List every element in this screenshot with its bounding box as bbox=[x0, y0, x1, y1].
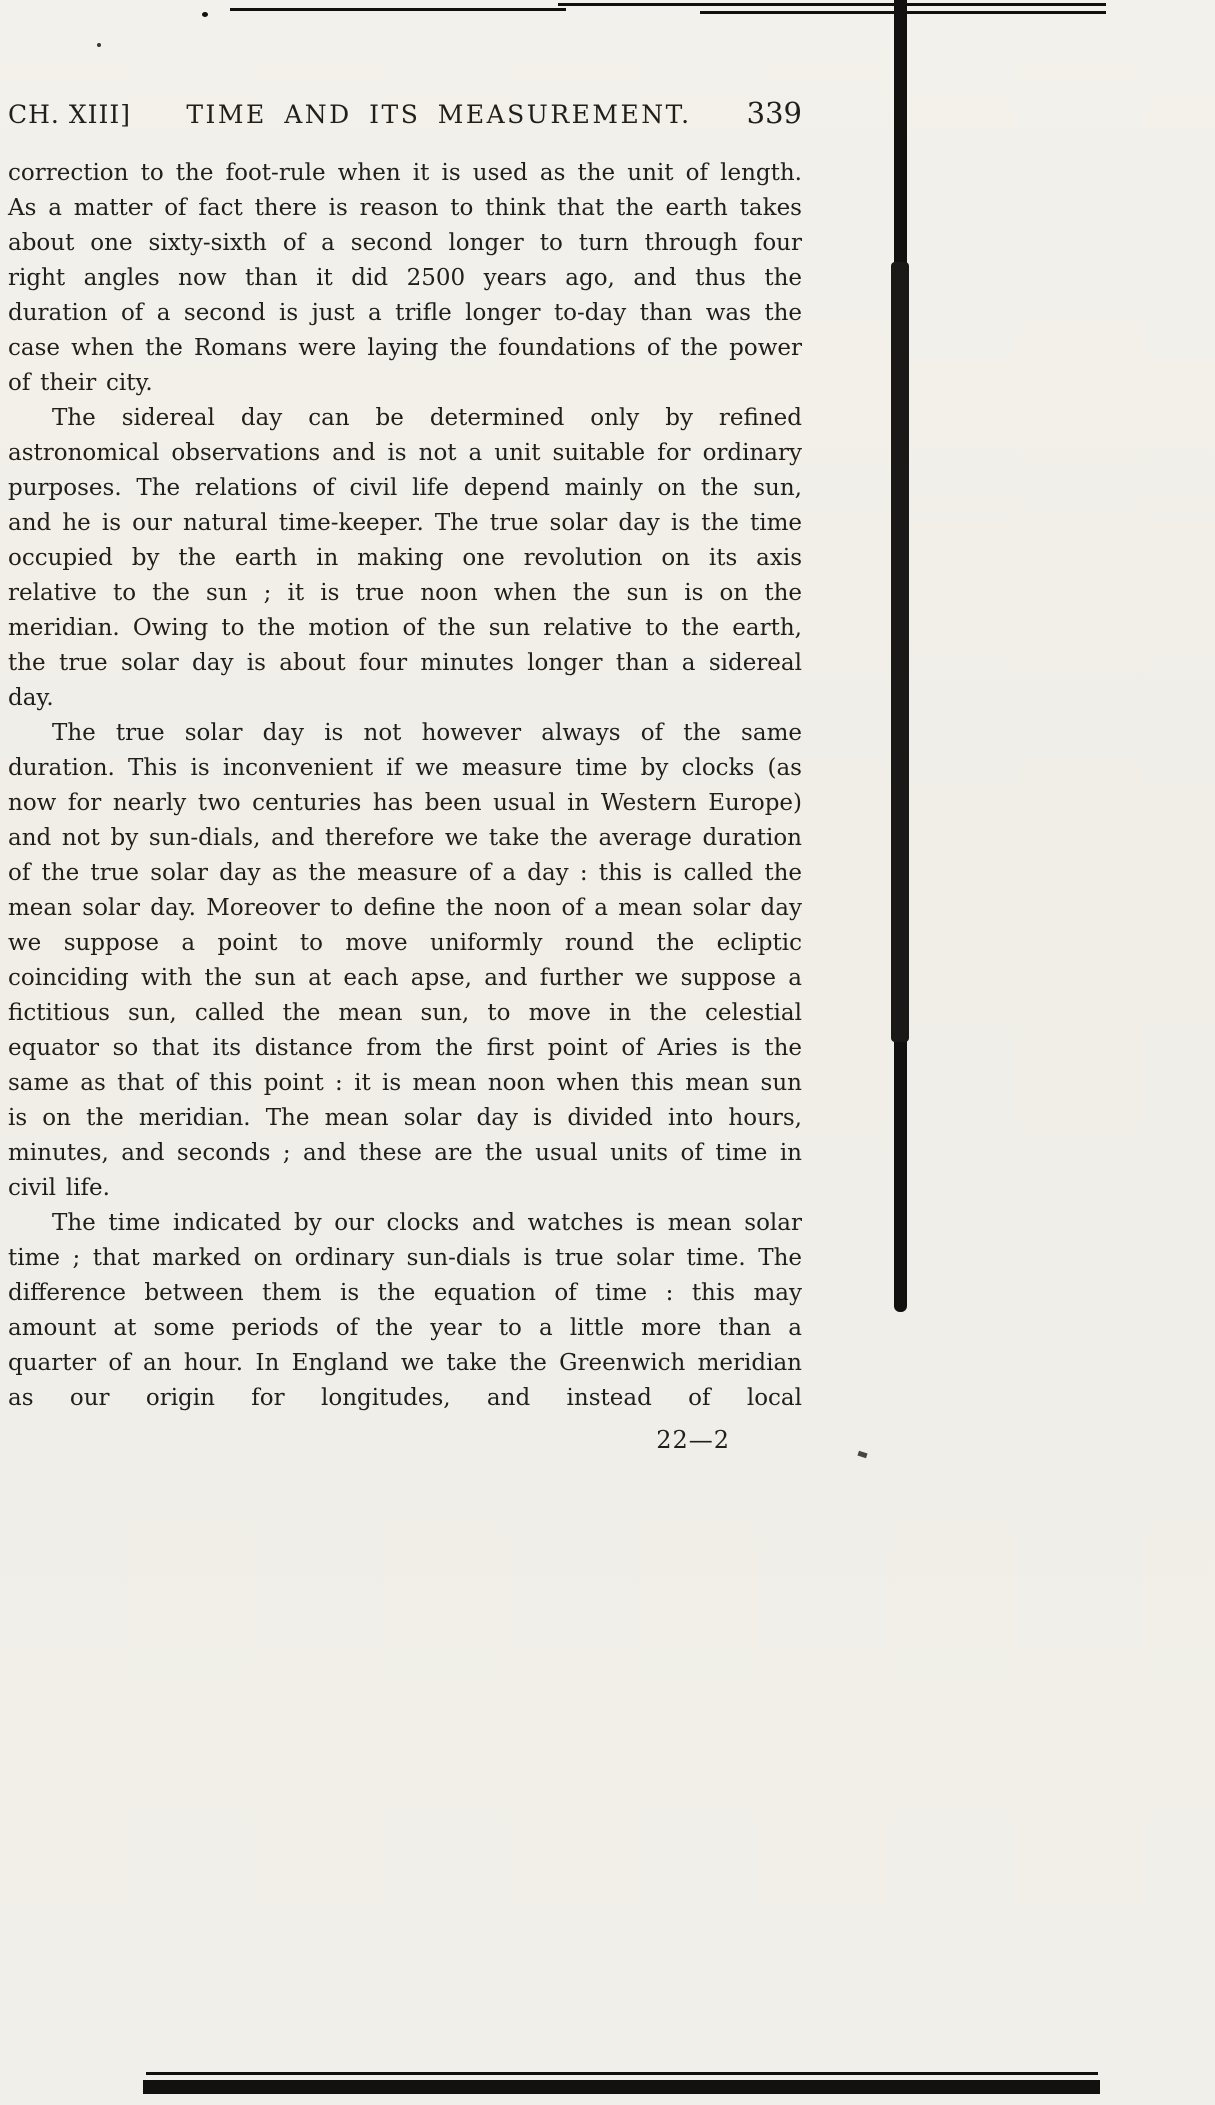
paragraph: The sidereal day can be determined only by refined astronomical observations and is not a unit suitable for ordinary purposes. The relations of civil life depend mainly on the sun, and he is our natural time-keeper. The true solar day is the time occupied by the earth in making one revolution on its axis relative to the sun ; it is true noon when the sun is on the meridian. Owing to the motion of the sun relative to the earth, the true solar day is about four minutes longer than a sidereal day. bbox=[8, 405, 802, 711]
scan-artifact-top-line bbox=[230, 8, 566, 11]
scan-artifact-bottom-bar bbox=[143, 2080, 1100, 2094]
scan-artifact-bottom-line bbox=[146, 2072, 1098, 2075]
page-number: 339 bbox=[746, 96, 802, 130]
page-body bbox=[8, 156, 802, 1416]
scan-artifact-top-line bbox=[558, 3, 1106, 6]
paragraph: The true solar day is not however always of the same duration. This is inconvenient if we measure time by clocks (as now for nearly two centuries has been usual in Western Europe) and not by sun-dials, and therefore we take the average duration of the true solar day as the measure of a day : this is called the mean solar day. Moreover to define the noon of a mean solar day we suppose a point to move uniformly round the ecliptic coinciding with the sun at each apse, and further we suppose a fictitious sun, called the mean sun, to move in the celestial equator so that its distance from the first point of Aries is the same as that of this point : it is mean noon when this mean sun is on the meridian. The mean solar day is divided into hours, minutes, and seconds ; and these are the usual units of time in civil life. bbox=[8, 720, 802, 1201]
scan-artifact-speck bbox=[857, 1451, 867, 1459]
page-header bbox=[8, 96, 802, 130]
chapter-heading: CH. XIII] bbox=[8, 100, 132, 129]
scan-artifact-gutter-bar bbox=[891, 262, 909, 1042]
scan-artifact-speck bbox=[202, 12, 208, 17]
signature-mark: 22—2 bbox=[656, 1426, 730, 1454]
page-content bbox=[8, 96, 802, 1454]
paragraph: correction to the foot-rule when it is used as the unit of length. As a matter of fact there is reason to think that the earth takes about one sixty-sixth of a second longer to turn through four right angles now than it did 2500 years ago, and thus the duration of a second is just a trifle longer to-day than was the case when the Romans were laying the foundations of the power of their city. bbox=[8, 160, 802, 396]
scan-artifact-speck bbox=[97, 43, 101, 47]
running-title: TIME AND ITS MEASUREMENT. bbox=[186, 100, 692, 129]
paragraph: The time indicated by our clocks and watches is mean solar time ; that marked on ordinary sun-dials is true solar time. The difference between them is the equation of time : this may amount at some periods of the year to a little more than a quarter of an hour. In England we take the Greenwich meridian as our origin for longitudes, and instead of local bbox=[8, 1210, 802, 1411]
